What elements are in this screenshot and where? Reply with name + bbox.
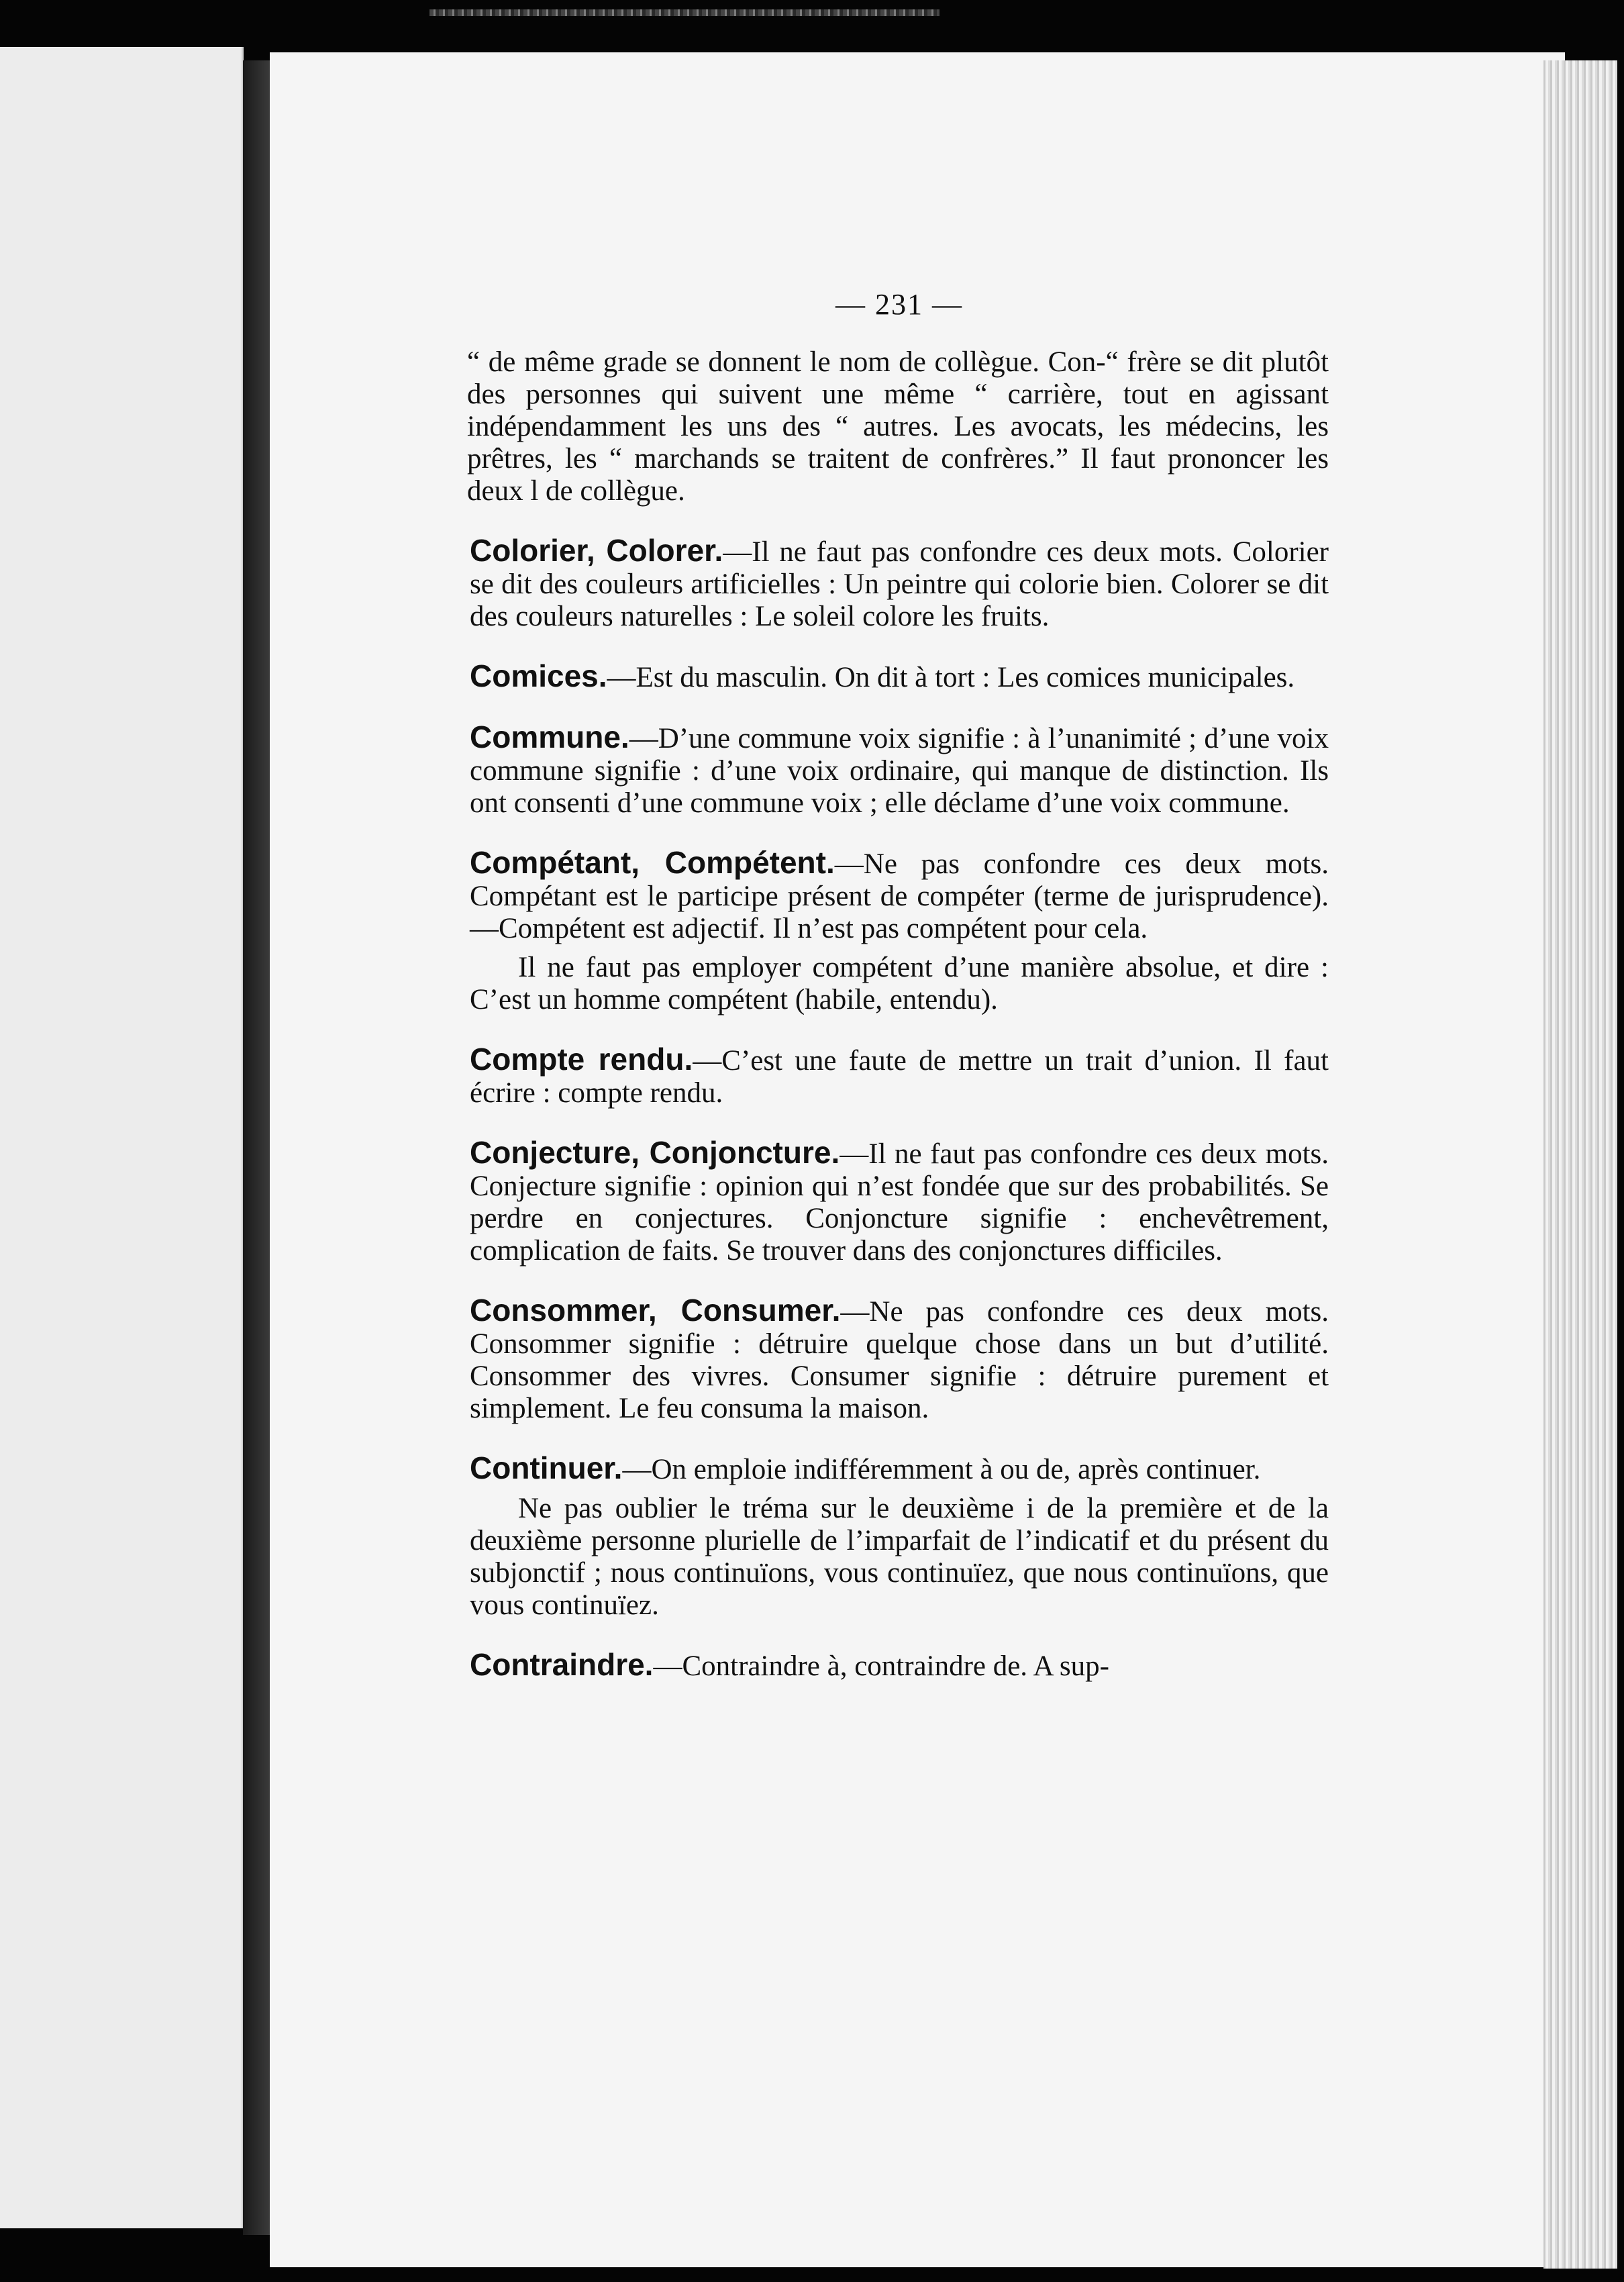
entry-head: Commune.: [470, 720, 629, 754]
entry-head: Compétant, Compétent.: [470, 845, 835, 880]
entry-text: —On emploie indifféremment à ou de, après continuer.: [622, 1454, 1261, 1485]
entry-continuer: [470, 1452, 1329, 1622]
entry-subparagraph: Ne pas oublier le tréma sur le deuxième i de la première et de la deuxième personne plurielle de l’imparfait de l’indicatif et du présent du subjonctif ; nous continuïons, vous continuïez, que nous continuïons, que vous continuïez.: [470, 1493, 1329, 1621]
entry-head: Colorier, Colorer.: [470, 533, 723, 568]
page-stack-edges: [1543, 60, 1617, 2269]
entry-head: Compte rendu.: [470, 1042, 693, 1077]
entry-contraindre: [470, 1648, 1329, 1683]
continuation-paragraph: “ de même grade se donnent le nom de collègue. Con-“ frère se dit plutôt des personnes qui suivent une même “ carrière, tout en agissant indépendamment les uns des “ autres. Les avocats, les médecins, les prêtres, les “ marchands se traitent de confrères.” Il faut prononcer les deux l de collègue.: [467, 346, 1329, 507]
entry-head: Continuer.: [470, 1450, 623, 1485]
entry-comices: [470, 660, 1329, 694]
entry-text: —Ne pas confondre ces deux mots. Compétant est le participe présent de compéter (terme de jurisprudence).—Compétent est adjectif. Il n’est pas compétent pour cela.: [470, 848, 1329, 944]
entry-compte-rendu: [470, 1043, 1329, 1109]
entry-head: Consommer, Consumer.: [470, 1293, 841, 1328]
facing-page: [0, 47, 244, 2228]
entry-competant: [470, 846, 1329, 1016]
entry-text: —D’une commune voix signifie : à l’unanimité ; d’une voix commune signifie : d’une voix ordinaire, qui manque de distinction. Ils ont consenti d’une commune voix ; elle déclame d’une voix commune.: [470, 723, 1329, 819]
page-text: [467, 288, 1329, 1709]
entry-text: —Ne pas confondre ces deux mots. Consommer signifie : détruire quelque chose dans un but d’utilité. Consommer des vivres. Consumer signifie : détruire purement et simplement. Le feu consuma la maison.: [470, 1296, 1329, 1424]
entry-conjecture: [470, 1136, 1329, 1267]
entry-commune: [470, 721, 1329, 820]
entry-text: —Il ne faut pas confondre ces deux mots. Conjecture signifie : opinion qui n’est fondée que sur des probabilités. Se perdre en conjectures. Conjoncture signifie : enchevêtrement, complication de faits. Se trouver dans des conjonctures difficiles.: [470, 1138, 1329, 1267]
entry-subparagraph: Il ne faut pas employer compétent d’une manière absolue, et dire : C’est un homme compétent (habile, entendu).: [470, 952, 1329, 1015]
book-gutter: [243, 60, 270, 2235]
page-number: — 231 —: [835, 288, 963, 321]
entry-text: —C’est une faute de mettre un trait d’union. Il faut écrire : compte rendu.: [470, 1045, 1329, 1109]
entry-head: Contraindre.: [470, 1647, 654, 1682]
entry-text: —Est du masculin. On dit à tort : Les comices municipales.: [607, 662, 1295, 693]
entry-head: Conjecture, Conjoncture.: [470, 1135, 840, 1170]
entry-text: —Il ne faut pas confondre ces deux mots. Colorier se dit des couleurs artificielles : Un peintre qui colorie bien. Colorer se dit des couleurs naturelles : Le soleil colore les fruits.: [470, 536, 1329, 632]
book-top-edge: [429, 9, 940, 16]
entry-head: Comices.: [470, 658, 607, 693]
entry-consommer: [470, 1294, 1329, 1425]
entry-text: —Contraindre à, contraindre de. A sup-: [653, 1650, 1109, 1682]
entry-colorier: [470, 534, 1329, 633]
